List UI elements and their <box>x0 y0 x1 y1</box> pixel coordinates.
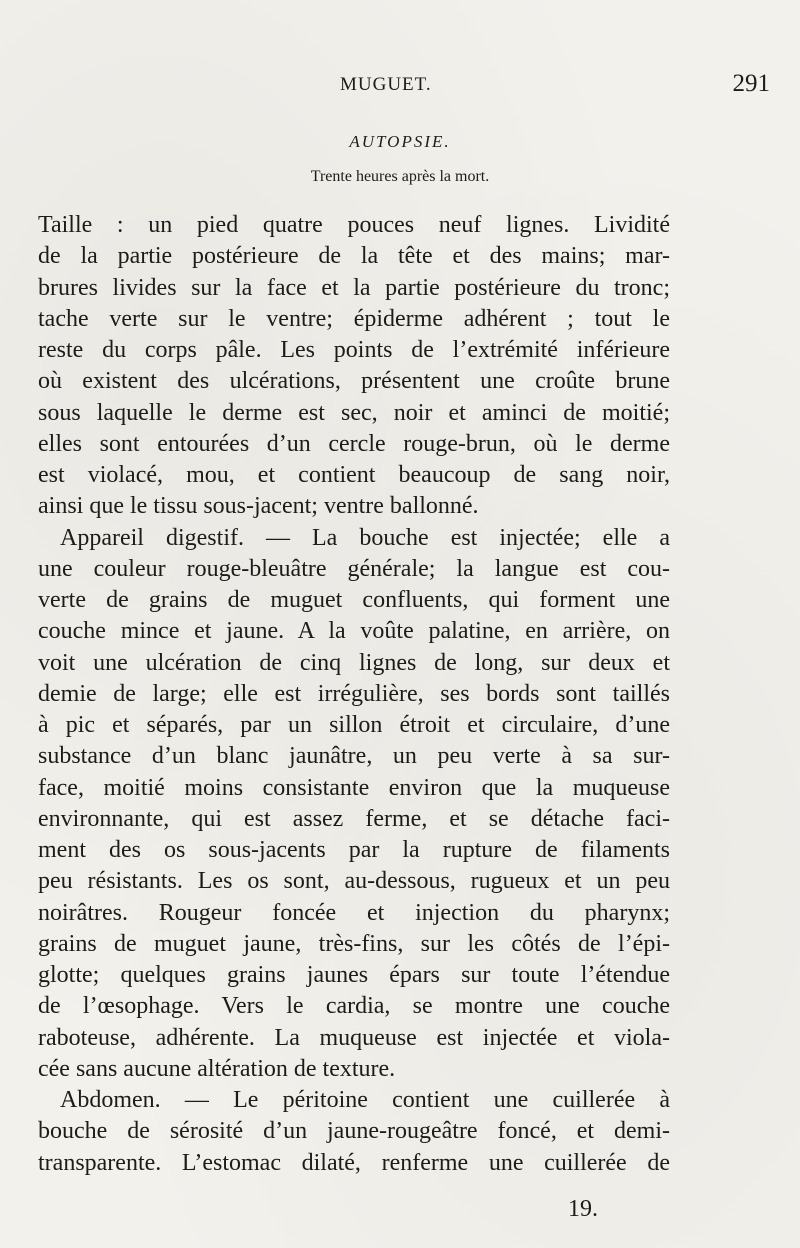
text-line: bouche de sérosité d’un jaune-rougeâtre foncé, et demi- <box>38 1118 670 1145</box>
text-line: où existent des ulcérations, présentent une croûte brune <box>38 368 670 395</box>
text-line: une couleur rouge-bleuâtre générale; la langue est cou- <box>38 555 670 582</box>
text-line: de la partie postérieure de la tête et des mains; mar- <box>38 243 670 270</box>
section-title: AUTOPSIE. <box>349 132 451 151</box>
text-line: ainsi que le tissu sous-jacent; ventre ballonné. <box>38 493 479 520</box>
text-line: noirâtres. Rougeur foncée et injection du pharynx; <box>38 899 670 926</box>
text-line: glotte; quelques grains jaunes épars sur toute l’étendue <box>38 962 670 988</box>
text-line: cée sans aucune altération de texture. <box>38 1055 396 1082</box>
section-subtitle: Trente heures après la mort. <box>310 168 490 185</box>
text-line: couche mince et jaune. A la voûte palatine, en arrière, on <box>38 618 670 645</box>
text-line: transparente. L’estomac dilaté, renferme une cuillerée de <box>38 1149 670 1176</box>
text-line: Taille : un pied quatre pouces neuf lignes. Lividité <box>38 212 670 238</box>
text-line: reste du corps pâle. Les points de l’extrémité inférieure <box>38 337 670 363</box>
signature-mark: 19. <box>568 1196 598 1222</box>
text-line: demie de large; elle est irrégulière, ses bords sont taillés <box>38 680 670 707</box>
text-line: elles sont entourées d’un cercle rouge-brun, où le derme <box>38 430 670 457</box>
text-line: grains de muguet jaune, très-fins, sur les côtés de l’épi- <box>38 930 670 957</box>
text-line: est violacé, mou, et contient beaucoup de sang noir, <box>38 462 670 488</box>
text-line: voit une ulcération de cinq lignes de long, sur deux et <box>38 649 670 676</box>
text-line: Appareil digestif. — La bouche est injectée; elle a <box>60 524 670 551</box>
text-line: verte de grains de muguet confluents, qui forment une <box>38 587 670 613</box>
text-line: substance d’un blanc jaunâtre, un peu verte à sa sur- <box>38 743 670 770</box>
text-line: sous laquelle le derme est sec, noir et aminci de moitié; <box>38 399 670 426</box>
page-number: 291 <box>732 70 770 97</box>
running-title: MUGUET. <box>340 74 432 95</box>
text-line: raboteuse, adhérente. La muqueuse est injectée et viola- <box>38 1024 670 1051</box>
body-text <box>38 210 670 1179</box>
text-line: de l’œsophage. Vers le cardia, se montre une couche <box>38 993 670 1020</box>
text-line: à pic et séparés, par un sillon étroit et circulaire, d’une <box>38 712 670 738</box>
text-line: Abdomen. — Le péritoine contient une cuillerée à <box>60 1087 670 1113</box>
text-line: tache verte sur le ventre; épiderme adhérent ; tout le <box>38 305 670 332</box>
text-line: environnante, qui est assez ferme, et se détache faci- <box>38 805 670 832</box>
text-line: face, moitié moins consistante environ que la muqueuse <box>38 774 670 801</box>
text-line: ment des os sous-jacents par la rupture de filaments <box>38 837 670 863</box>
running-head <box>40 70 770 100</box>
text-line: brures livides sur la face et la partie postérieure du tronc; <box>38 274 670 301</box>
text-line: peu résistants. Les os sont, au-dessous, rugueux et un peu <box>38 868 670 895</box>
